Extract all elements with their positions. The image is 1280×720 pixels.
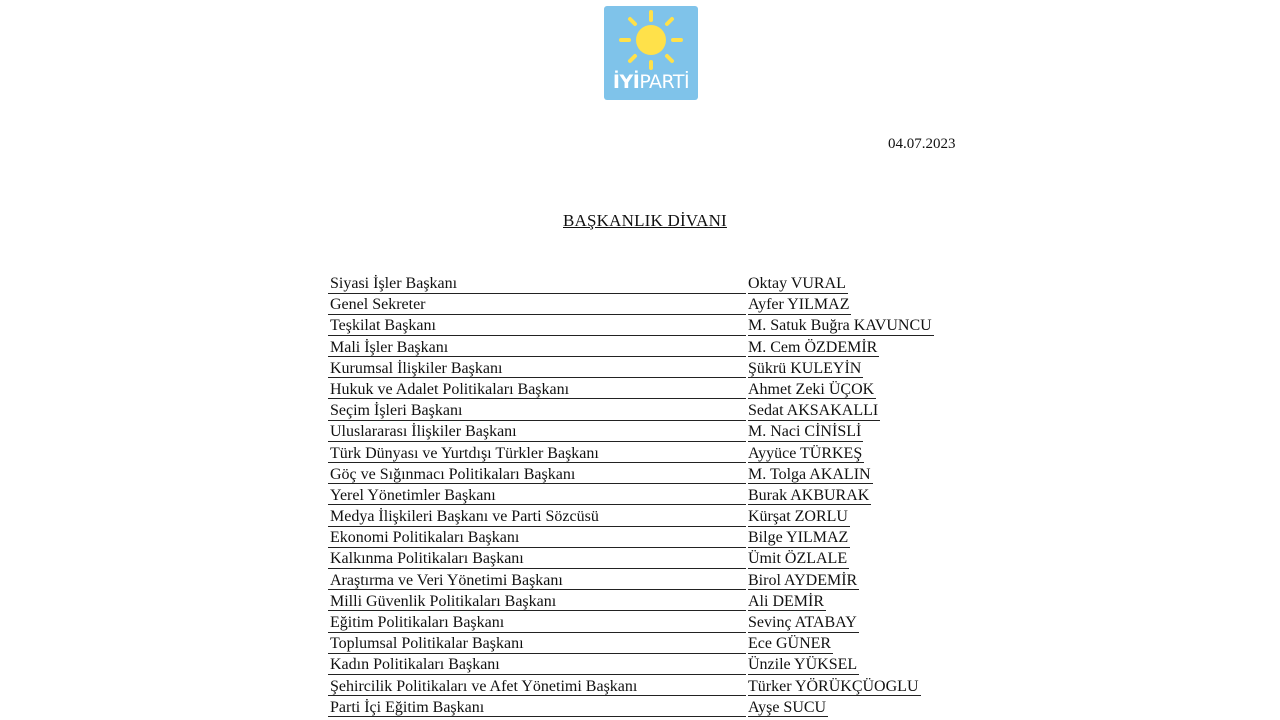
member-name: M. Naci CİNİSLİ bbox=[748, 423, 862, 441]
member-role: Genel Sekreter bbox=[330, 296, 426, 314]
member-name: Sedat AKSAKALLI bbox=[748, 402, 879, 420]
document-date: 04.07.2023 bbox=[888, 136, 956, 152]
member-row bbox=[330, 380, 970, 401]
member-name: M. Cem ÖZDEMİR bbox=[748, 338, 878, 356]
member-role: Parti İçi Eğitim Başkanı bbox=[330, 698, 485, 716]
member-row bbox=[330, 444, 970, 465]
logo-text-regular: PARTİ bbox=[639, 71, 690, 93]
member-name: Ali DEMİR bbox=[748, 592, 824, 610]
member-role: Medya İlişkileri Başkanı ve Parti Sözcüsü bbox=[330, 508, 599, 526]
member-row bbox=[330, 613, 970, 634]
member-name: Ayşe SUCU bbox=[748, 698, 827, 716]
member-name: Ayfer YILMAZ bbox=[748, 296, 850, 314]
logo-text-bold: İYİ bbox=[612, 71, 640, 93]
member-name: Kürşat ZORLU bbox=[748, 508, 848, 526]
member-role: Teşkilat Başkanı bbox=[330, 317, 436, 335]
member-row bbox=[330, 549, 970, 570]
member-row bbox=[330, 295, 970, 316]
members-list bbox=[330, 274, 970, 719]
member-role: Toplumsal Politikalar Başkanı bbox=[330, 635, 524, 653]
member-role: Kalkınma Politikaları Başkanı bbox=[330, 550, 524, 568]
member-name: Bilge YILMAZ bbox=[748, 529, 849, 547]
member-row bbox=[330, 655, 970, 676]
party-logo bbox=[604, 6, 698, 100]
member-row bbox=[330, 359, 970, 380]
member-row bbox=[330, 528, 970, 549]
member-row bbox=[330, 401, 970, 422]
member-row bbox=[330, 698, 970, 719]
member-row bbox=[330, 634, 970, 655]
member-name: Burak AKBURAK bbox=[748, 486, 870, 504]
member-role: Hukuk ve Adalet Politikaları Başkanı bbox=[330, 380, 570, 398]
member-name: M. Tolga AKALIN bbox=[748, 465, 871, 483]
member-row bbox=[330, 677, 970, 698]
member-row bbox=[330, 465, 970, 486]
member-name: Ünzile YÜKSEL bbox=[748, 656, 858, 674]
member-role: Uluslararası İlişkiler Başkanı bbox=[330, 423, 517, 441]
member-role: Şehircilik Politikaları ve Afet Yönetimi Başkanı bbox=[330, 677, 638, 695]
member-row bbox=[330, 338, 970, 359]
member-row bbox=[330, 274, 970, 295]
member-name: Şükrü KULEYİN bbox=[748, 359, 862, 377]
member-row bbox=[330, 422, 970, 443]
member-row bbox=[330, 592, 970, 613]
sun-icon bbox=[604, 6, 698, 76]
member-name: Oktay VURAL bbox=[748, 275, 846, 292]
member-role: Göç ve Sığınmacı Politikaları Başkanı bbox=[330, 465, 576, 483]
member-role: Yerel Yönetimler Başkanı bbox=[330, 486, 496, 504]
member-name: Birol AYDEMİR bbox=[748, 571, 858, 589]
member-role: Araştırma ve Veri Yönetimi Başkanı bbox=[330, 571, 563, 589]
member-row bbox=[330, 571, 970, 592]
member-role: Milli Güvenlik Politikaları Başkanı bbox=[330, 592, 557, 610]
member-role: Ekonomi Politikaları Başkanı bbox=[330, 529, 520, 547]
member-name: Ayyüce TÜRKEŞ bbox=[748, 444, 863, 462]
member-name: M. Satuk Buğra KAVUNCU bbox=[748, 317, 932, 335]
member-name: Ümit ÖZLALE bbox=[748, 550, 848, 568]
member-role: Siyasi İşler Başkanı bbox=[330, 275, 458, 292]
logo-text bbox=[604, 72, 698, 92]
member-name: Ece GÜNER bbox=[748, 635, 832, 653]
member-role: Mali İşler Başkanı bbox=[330, 338, 449, 356]
member-role: Eğitim Politikaları Başkanı bbox=[330, 614, 505, 631]
member-row bbox=[330, 486, 970, 507]
member-role: Türk Dünyası ve Yurtdışı Türkler Başkanı bbox=[330, 444, 599, 462]
member-row bbox=[330, 507, 970, 528]
member-name: Ahmet Zeki ÜÇOK bbox=[748, 380, 875, 398]
member-role: Kurumsal İlişkiler Başkanı bbox=[330, 359, 503, 377]
member-role: Seçim İşleri Başkanı bbox=[330, 402, 463, 420]
member-role: Kadın Politikaları Başkanı bbox=[330, 656, 500, 674]
document-title: BAŞKANLIK DİVANI bbox=[563, 211, 727, 230]
member-row bbox=[330, 316, 970, 337]
member-name: Türker YÖRÜKÇÜOGLU bbox=[748, 677, 919, 695]
member-name: Sevinç ATABAY bbox=[748, 614, 857, 631]
